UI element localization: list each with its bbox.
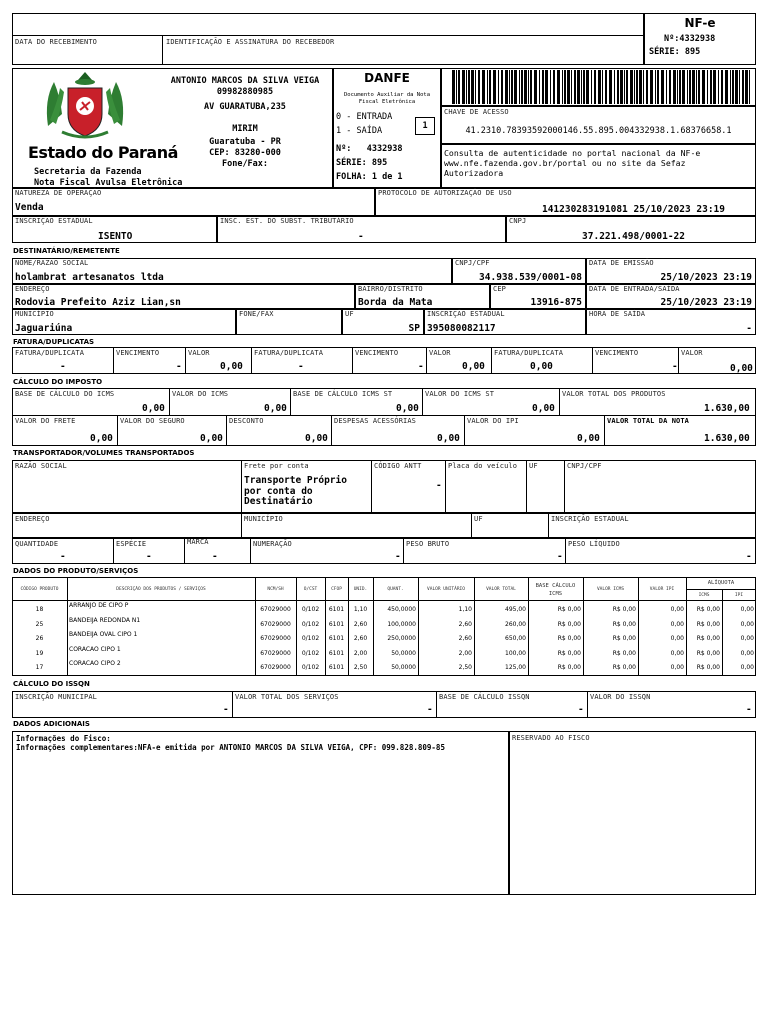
adicionais-box [12, 731, 509, 895]
adicionais-section-title: DADOS ADICIONAIS [13, 720, 90, 728]
danfe-folha-label: FOLHA: [336, 172, 367, 182]
product-cell-aipi: 0,00 [740, 649, 754, 657]
transp-cnpj-label: CNPJ/CPF [567, 462, 602, 470]
fatura-c3-fat: 0,00 [530, 361, 553, 372]
transp-numeracao-label: NUMERAÇÃO [253, 540, 292, 548]
fatura-c2-venc: - [418, 361, 424, 372]
dest-uf-value: SP [408, 323, 420, 334]
th-vtotal: VALOR TOTAL [486, 587, 516, 592]
emitente-nome: ANTONIO MARCOS DA SILVA VEIGA [170, 76, 320, 86]
danfe-tipo: 1 [422, 121, 428, 131]
dest-bairro-value: Borda da Mata [358, 297, 433, 308]
produtos-section-title: DADOS DO PRODUTO/SERVIÇOS [13, 567, 139, 575]
cnpj-emit-label: CNPJ [509, 217, 527, 225]
th-quant: QUANT. [387, 587, 404, 592]
product-cell-vunit: 2,60 [458, 635, 472, 642]
product-cell-cst: 0/102 [301, 606, 320, 613]
transp-numeracao-value: - [395, 551, 401, 562]
transp-qtd-value: - [60, 551, 66, 562]
issqn-v-value: - [746, 704, 752, 715]
dest-municipio-box [12, 309, 236, 335]
danfe-serie [336, 158, 387, 168]
v-prod-label: VALOR TOTAL DOS PRODUTOS [562, 390, 666, 398]
chave-value: 41.2310.78393592000146.55.895.004332938.1.68376658.1 [465, 126, 732, 136]
dest-fone-box [236, 309, 342, 335]
product-cell-aicms: R$ 0,00 [696, 664, 720, 671]
product-cell-cst: 0/102 [301, 620, 320, 628]
bc-icms-label: BASE DE CÁLCULO DO ICMS [15, 390, 115, 398]
product-cell-aicms: R$ 0,00 [696, 635, 720, 642]
ipi-value: 0,00 [577, 433, 600, 444]
dest-emissao-box [586, 258, 756, 284]
product-cell-quant: 50,0000 [391, 649, 416, 657]
product-cell-cfop: 6101 [328, 635, 345, 642]
product-cell-aicms: R$ 0,00 [696, 649, 720, 657]
seguro-value: 0,00 [200, 433, 223, 444]
dest-ie-label: INSCRIÇÃO ESTADUAL [427, 310, 505, 318]
product-cell-vtotal: 125,00 [505, 664, 526, 671]
dest-hora-label: HORA DE SAÍDA [589, 310, 646, 318]
dest-hora-box [586, 309, 756, 335]
dest-entrada-value: 25/10/2023 23:19 [660, 297, 752, 308]
consulta-line-2: www.nfe.fazenda.gov.br/portal ou no site da Sefaz [444, 158, 686, 168]
product-cell-unid: 1,10 [353, 606, 368, 613]
product-cell-aipi: 0,00 [740, 664, 754, 671]
product-cell-cfop: 6101 [328, 649, 345, 657]
product-cell-codigo: 25 [35, 620, 44, 628]
dest-cnpj-box [452, 258, 586, 284]
emitente-cep: CEP: 83280-000 [209, 148, 281, 158]
v-icms-value: 0,00 [264, 403, 287, 414]
product-cell-codigo: 26 [35, 635, 44, 642]
consulta-text [444, 148, 700, 178]
identificacao-label: IDENTIFICAÇÃO E ASSINATURA DO RECEBEDOR [166, 38, 335, 46]
product-cell-vicms: R$ 0,00 [612, 664, 636, 671]
fatura-c1-valor: 0,00 [220, 361, 243, 372]
product-cell-vunit: 2,00 [458, 649, 472, 657]
product-cell-vicms: R$ 0,00 [612, 606, 636, 613]
product-cell-unid: 2,50 [353, 664, 368, 671]
dest-cep-value: 13916-875 [530, 297, 582, 308]
fatura-c1-fat: - [60, 361, 66, 372]
dest-nome-value: holambrat artesanatos ltda [15, 272, 164, 283]
dest-emissao-value: 25/10/2023 23:19 [660, 272, 752, 283]
fatura-c2-valor: 0,00 [462, 361, 485, 372]
natureza-box [12, 188, 375, 216]
transp-antt-label: CÓDIGO ANTT [374, 462, 422, 470]
danfe-numero-value: 4332938 [366, 144, 403, 154]
dest-cnpj-value: 34.938.539/0001-08 [479, 272, 582, 283]
dest-uf-box [342, 309, 424, 335]
product-cell-vipi: 0,00 [670, 649, 684, 657]
product-cell-bc: R$ 0,00 [557, 620, 581, 628]
seguro-label: VALOR DO SEGURO [120, 417, 185, 425]
v-icms-label: VALOR DO ICMS [172, 390, 229, 398]
transp-marca-label: MARCA [187, 538, 209, 546]
dest-endereco-box [12, 284, 355, 309]
fatura-c1-venc: - [176, 361, 182, 372]
imposto-section-title: CÁLCULO DO IMPOSTO [13, 378, 103, 386]
fatura-venc-label-2: VENCIMENTO [355, 349, 399, 357]
danfe-serie-label: SÉRIE: [336, 158, 367, 168]
product-cell-vtotal: 260,00 [505, 620, 526, 628]
protocolo-label: PROTOCOLO DE AUTORIZAÇÃO DE USO [378, 189, 512, 197]
product-cell-cst: 0/102 [301, 635, 320, 642]
product-cell-cfop: 6101 [328, 620, 345, 628]
issqn-vserv-label: VALOR TOTAL DOS SERVIÇOS [235, 693, 339, 701]
product-cell-aipi: 0,00 [740, 606, 754, 613]
product-cell-cfop: 6101 [328, 664, 345, 671]
canhoto-serie [649, 47, 700, 57]
transp-liquido-value: - [746, 551, 752, 562]
product-cell-aicms: R$ 0,00 [696, 620, 720, 628]
issqn-section-title: CÁLCULO DO ISSQN [13, 680, 90, 688]
danfe-title: DANFE [364, 71, 410, 85]
product-cell-descricao: CORACAO CIPO 1 [69, 645, 121, 653]
transp-placa-label: Placa do veículo [448, 462, 518, 470]
iest-label: INSC. EST. DO SUBST. TRIBUTÁRIO [220, 217, 354, 225]
th-aliquota: ALÍQUOTA [707, 580, 735, 586]
total-label: VALOR TOTAL DA NOTA [607, 417, 689, 425]
frete-label: VALOR DO FRETE [15, 417, 76, 425]
product-cell-bc: R$ 0,00 [557, 649, 581, 657]
th-ncm: NCM/SH [267, 587, 284, 592]
reservado-label: RESERVADO AO FISCO [512, 734, 590, 742]
despesas-value: 0,00 [437, 433, 460, 444]
dest-emissao-label: DATA DE EMISSÃO [589, 259, 654, 267]
canhoto-numero [664, 34, 715, 44]
product-cell-codigo: 17 [35, 664, 44, 671]
emitente-info [160, 76, 330, 170]
cnpj-emit-box [506, 216, 756, 243]
dest-cep-label: CEP [493, 285, 506, 293]
ie-value: ISENTO [98, 231, 133, 242]
canhoto-serie-value: 895 [684, 47, 701, 57]
estado-logo-text: Estado do Paraná [28, 143, 178, 162]
product-cell-ncm: 67029000 [260, 620, 291, 628]
product-cell-vipi: 0,00 [670, 664, 684, 671]
fatura-venc-label-3: VENCIMENTO [595, 349, 639, 357]
canhoto-numero-label: Nº: [664, 34, 680, 44]
product-cell-bc: R$ 0,00 [557, 635, 581, 642]
info-fisco: Informações do Fisco: [16, 734, 111, 743]
info-complementares: Informações complementares:NFA-e emitida por ANTONIO MARCOS DA SILVA VEIGA, CPF: 099.828.809-85 [16, 743, 445, 752]
fatura-fat-label-1: FATURA/DUPLICATA [15, 349, 85, 357]
issqn-v-label: VALOR DO ISSQN [590, 693, 651, 701]
cnpj-emit-value: 37.221.498/0001-22 [582, 231, 685, 242]
ipi-label: VALOR DO IPI [467, 417, 519, 425]
product-cell-vicms: R$ 0,00 [612, 649, 636, 657]
emitente-fone: Fone/Fax: [221, 159, 269, 169]
product-cell-ncm: 67029000 [260, 606, 291, 613]
dest-hora-value: - [746, 323, 752, 334]
brasao-icon [40, 70, 130, 142]
emitente-endereco: AV GUARATUBA,235 [204, 102, 286, 112]
product-cell-bc: R$ 0,00 [557, 664, 581, 671]
th-unid: UNID. [353, 587, 368, 592]
th-vipi: VALOR IPI [649, 587, 675, 592]
fatura-section-title: FATURA/DUPLICATAS [13, 338, 95, 346]
product-cell-descricao: BANDEIJA REDONDA N1 [69, 616, 141, 624]
emitente-bairro: MIRIM [232, 124, 258, 134]
ie-label: INSCRIÇÃO ESTADUAL [15, 217, 93, 225]
product-cell-vunit: 2,50 [458, 664, 472, 671]
transp-bruto-label: PESO BRUTO [406, 540, 450, 548]
fatura-c3-venc: - [672, 361, 678, 372]
bc-st-label: BASE DE CÁLCULO ICMS ST [293, 390, 393, 398]
product-cell-unid: 2,60 [353, 635, 368, 642]
transp-especie-label: ESPÉCIE [116, 540, 147, 548]
v-prod-value: 1.630,00 [704, 403, 750, 414]
transp-box-2 [12, 513, 756, 538]
data-recebimento-label: DATA DO RECEBIMENTO [15, 38, 97, 46]
iest-value: - [358, 231, 364, 242]
danfe-numero-label: Nº: [336, 144, 352, 154]
product-cell-descricao: ARRANJO DE CIPO P [69, 602, 129, 609]
transp-especie-value: - [146, 551, 152, 562]
ie-box [12, 216, 217, 243]
issqn-vserv-value: - [427, 704, 433, 715]
secretaria-text: Secretaria da Fazenda [34, 167, 142, 177]
total-value: 1.630,00 [704, 433, 750, 444]
product-cell-descricao: CORACAO CIPO 2 [69, 660, 121, 667]
fatura-venc-label-1: VENCIMENTO [116, 349, 160, 357]
product-cell-codigo: 19 [35, 649, 44, 657]
product-cell-aicms: R$ 0,00 [696, 606, 720, 613]
product-cell-vtotal: 650,00 [505, 635, 526, 642]
dest-municipio-label: MUNICÍPIO [15, 310, 54, 318]
product-cell-ncm: 67029000 [260, 649, 291, 657]
despesas-label: DESPESAS ACESSÓRIAS [334, 417, 416, 425]
consulta-line-3: Autorizadora [444, 168, 504, 178]
product-cell-vunit: 2,60 [458, 620, 472, 628]
product-cell-quant: 100,0000 [387, 620, 416, 628]
consulta-line-1: Consulta de autenticidade no portal nacional da NF-e [444, 148, 701, 158]
danfe-serie-value: 895 [371, 158, 388, 168]
v-st-value: 0,00 [532, 403, 555, 414]
iest-box [217, 216, 506, 243]
th-vunit: VALOR UNITÁRIO [427, 587, 465, 592]
product-cell-unid: 2,00 [353, 649, 368, 657]
product-cell-quant: 250,0000 [387, 635, 416, 642]
product-cell-vunit: 1,10 [458, 606, 472, 613]
danfe-folha [336, 172, 403, 182]
product-cell-descricao: BANDEIJA OVAL CIPO 1 [69, 631, 138, 638]
product-cell-bc: R$ 0,00 [557, 606, 581, 613]
transp-frete-label: Frete por conta [244, 462, 309, 470]
dest-municipio-value: Jaguariúna [15, 323, 73, 334]
dest-nome-box [12, 258, 452, 284]
dest-bairro-box [355, 284, 490, 309]
transp-razao-label: RAZÃO SOCIAL [15, 462, 67, 470]
transp-uf2-label: UF [474, 515, 483, 523]
transp-liquido-label: PESO LÍQUIDO [568, 540, 620, 548]
issqn-bc-value: - [578, 704, 584, 715]
desconto-value: 0,00 [305, 433, 328, 444]
product-cell-ncm: 67029000 [260, 635, 291, 642]
dest-cep-box [490, 284, 586, 309]
product-cell-quant: 50,0000 [391, 664, 416, 671]
transportador-section-title: TRANSPORTADOR/VOLUMES TRANSPORTADOS [13, 449, 195, 457]
product-cell-aipi: 0,00 [740, 620, 754, 628]
transp-antt-value: - [436, 480, 442, 491]
product-cell-cfop: 6101 [328, 606, 345, 613]
product-cell-cst: 0/102 [301, 649, 320, 657]
th-aliq-ipi: IPI [734, 593, 744, 598]
product-cell-unid: 2,60 [353, 620, 368, 628]
th-aliq-icms: ICMS [698, 593, 710, 598]
product-cell-vtotal: 100,00 [505, 649, 526, 657]
th-descricao: DESCRIÇÃO DOS PRODUTOS / SERVIÇOS [116, 587, 206, 592]
dest-uf-label: UF [345, 310, 354, 318]
emitente-cidade: Guaratuba - PR [209, 137, 281, 147]
danfe-numero [336, 144, 403, 154]
product-cell-vicms: R$ 0,00 [612, 620, 636, 628]
product-cell-quant: 450,0000 [387, 606, 416, 613]
reservado-box [509, 731, 756, 895]
destinatario-section-title: DESTINATÁRIO/REMETENTE [13, 247, 120, 255]
dest-ie-box [424, 309, 586, 335]
product-cell-cst: 0/102 [301, 664, 320, 671]
emitente-telefone: 09982880985 [216, 87, 274, 97]
product-cell-ncm: 67029000 [260, 664, 291, 671]
dest-nome-label: NOME/RAZÃO SOCIAL [15, 259, 89, 267]
chave-label: CHAVE DE ACESSO [444, 108, 509, 116]
transp-endereco-label: ENDEREÇO [15, 515, 50, 523]
dest-endereco-label: ENDEREÇO [15, 285, 50, 293]
th-codigo: CÓDIGO PRODUTO [20, 587, 59, 592]
protocolo-box [375, 188, 756, 216]
natureza-label: NATUREZA DE OPERAÇÃO [15, 189, 102, 197]
product-cell-vipi: 0,00 [670, 620, 684, 628]
canhoto-nfe-title: NF-e [684, 16, 716, 30]
product-cell-vipi: 0,00 [670, 635, 684, 642]
issqn-im-value: - [223, 704, 229, 715]
barcode-icon [452, 70, 752, 104]
danfe-folha-value: 1 de 1 [371, 172, 403, 182]
canhoto-numero-value: 4332938 [679, 34, 716, 44]
danfe-subtitle-2: Fiscal Eletrônica [358, 99, 416, 105]
danfe-subtitle-1: Documento Auxiliar da Nota [343, 92, 431, 98]
bc-st-value: 0,00 [396, 403, 419, 414]
fatura-valor-label-2: VALOR [429, 349, 451, 357]
dest-bairro-label: BAIRRO/DISTRITO [358, 285, 423, 293]
nota-avulsa-text: Nota Fiscal Avulsa Eletrônica [34, 178, 183, 188]
transp-uf-label: UF [529, 462, 538, 470]
fatura-c3-valor: 0,00 [730, 363, 753, 374]
canhoto-serie-label: SÉRIE: [649, 47, 680, 57]
product-cell-vicms: R$ 0,00 [612, 635, 636, 642]
th-vicms: VALOR ICMS [596, 587, 625, 592]
fatura-c2-fat: - [298, 361, 304, 372]
transp-marca-value: - [212, 551, 218, 562]
fatura-valor-label-3: VALOR [681, 349, 703, 357]
bc-icms-value: 0,00 [142, 403, 165, 414]
transp-municipio-label: MUNICÍPIO [244, 515, 283, 523]
transp-bruto-value: - [557, 551, 563, 562]
dest-endereco-value: Rodovia Prefeito Aziz Lian,sn [15, 297, 181, 308]
th-cst: O/CST [303, 587, 318, 592]
danfe-entrada: 0 - ENTRADA [336, 112, 393, 122]
natureza-value: Venda [15, 202, 44, 213]
fatura-fat-label-3: FATURA/DUPLICATA [494, 349, 564, 357]
issqn-im-label: INSCRIÇÃO MUNICIPAL [15, 693, 97, 701]
product-cell-vtotal: 495,00 [505, 606, 526, 613]
dest-fone-label: FONE/FAX [239, 310, 274, 318]
dest-ie-value: 395080082117 [427, 323, 496, 334]
dest-entrada-label: DATA DE ENTRADA/SAÍDA [589, 285, 680, 293]
th-bc: BASE CÁLCULO ICMS [535, 583, 576, 597]
desconto-label: DESCONTO [229, 417, 264, 425]
th-cfop: CFOP [331, 587, 342, 592]
protocolo-value: 141230283191081 25/10/2023 23:19 [541, 204, 725, 215]
danfe-saida: 1 - SAÍDA [336, 126, 383, 136]
transp-ie-label: INSCRIÇÃO ESTADUAL [551, 515, 629, 523]
dest-cnpj-label: CNPJ/CPF [455, 259, 490, 267]
transp-qtd-label: QUANTIDADE [15, 540, 59, 548]
product-cell-vipi: 0,00 [670, 606, 684, 613]
product-cell-aipi: 0,00 [740, 635, 754, 642]
dest-entrada-box [586, 284, 756, 309]
v-st-label: VALOR DO ICMS ST [425, 390, 495, 398]
issqn-bc-label: BASE DE CÁLCULO ISSQN [439, 693, 530, 701]
fatura-fat-label-2: FATURA/DUPLICATA [254, 349, 324, 357]
transp-frete-value: Transporte Próprio por conta do Destinatário [244, 475, 347, 507]
product-cell-codigo: 18 [35, 606, 44, 613]
fatura-valor-label-1: VALOR [188, 349, 210, 357]
frete-value: 0,00 [90, 433, 113, 444]
